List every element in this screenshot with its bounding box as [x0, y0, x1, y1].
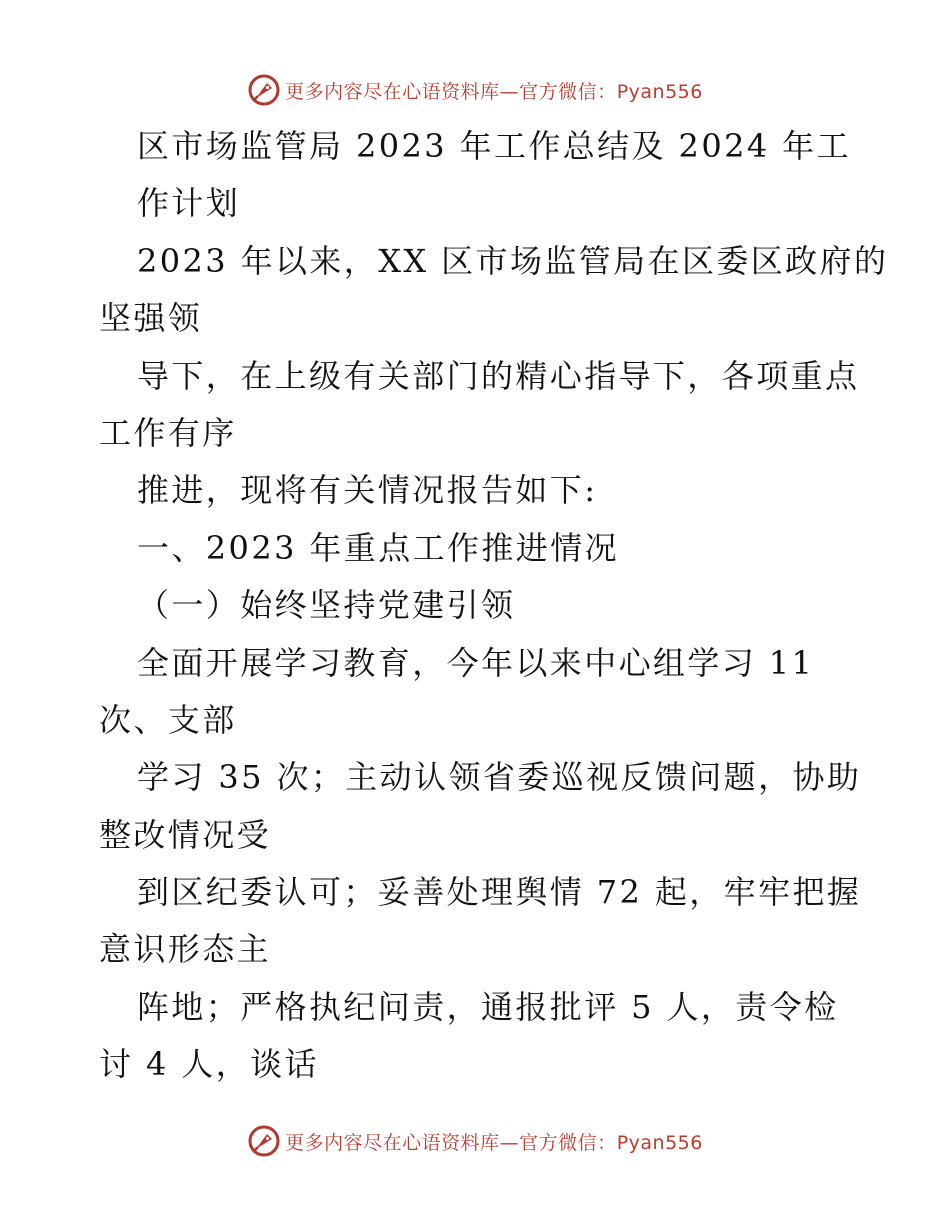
header-banner-wechat-label: 官方微信： [519, 80, 617, 103]
document-line: 次、支部 [99, 700, 237, 739]
footer-banner [0, 1121, 950, 1161]
document-line: 坚强领 [99, 299, 203, 338]
pen-nib-logo-icon [247, 1124, 281, 1158]
header-banner-slogan: 更多内容尽在心语资料库 [285, 80, 500, 103]
header-banner-separator: — [499, 80, 520, 103]
footer-banner-slogan: 更多内容尽在心语资料库 [285, 1131, 500, 1154]
document-line: 工作有序 [99, 413, 237, 452]
footer-banner-wechat-id: Pyan556 [616, 1131, 703, 1154]
document-body [99, 118, 889, 1094]
document-line: （一）始终坚持党建引领 [137, 586, 516, 625]
document-line: 整改情况受 [99, 815, 272, 854]
document-line: 区市场监管局 2023 年工作总结及 2024 年工 [137, 127, 851, 165]
header-banner [0, 70, 950, 110]
document-line: 一、2023 年重点工作推进情况 [137, 528, 620, 567]
footer-banner-wechat-label: 官方微信： [519, 1131, 617, 1154]
document-line: 讨 4 人，谈话 [99, 1045, 319, 1084]
document-line: 作计划 [137, 184, 241, 223]
document-line: 全面开展学习教育，今年以来中心组学习 11 [137, 643, 815, 682]
pen-nib-logo-icon [247, 73, 281, 107]
header-banner-text [285, 77, 703, 104]
document-line: 2023 年以来，XX 区市场监管局在区委区政府的 [137, 241, 889, 280]
document-line: 阵地；严格执纪问责，通报批评 5 人，责令检 [137, 987, 839, 1026]
document-line: 到区纪委认可；妥善处理舆情 72 起，牢牢把握 [137, 873, 862, 912]
document-line: 导下，在上级有关部门的精心指导下，各项重点 [137, 356, 860, 395]
footer-banner-separator: — [499, 1131, 520, 1154]
footer-banner-text [285, 1128, 703, 1155]
document-line: 推进，现将有关情况报告如下: [137, 471, 598, 510]
header-banner-wechat-id: Pyan556 [616, 80, 703, 103]
document-line: 学习 35 次；主动认领省委巡视反馈问题，协助 [137, 758, 862, 797]
document-line: 意识形态主 [99, 930, 272, 969]
